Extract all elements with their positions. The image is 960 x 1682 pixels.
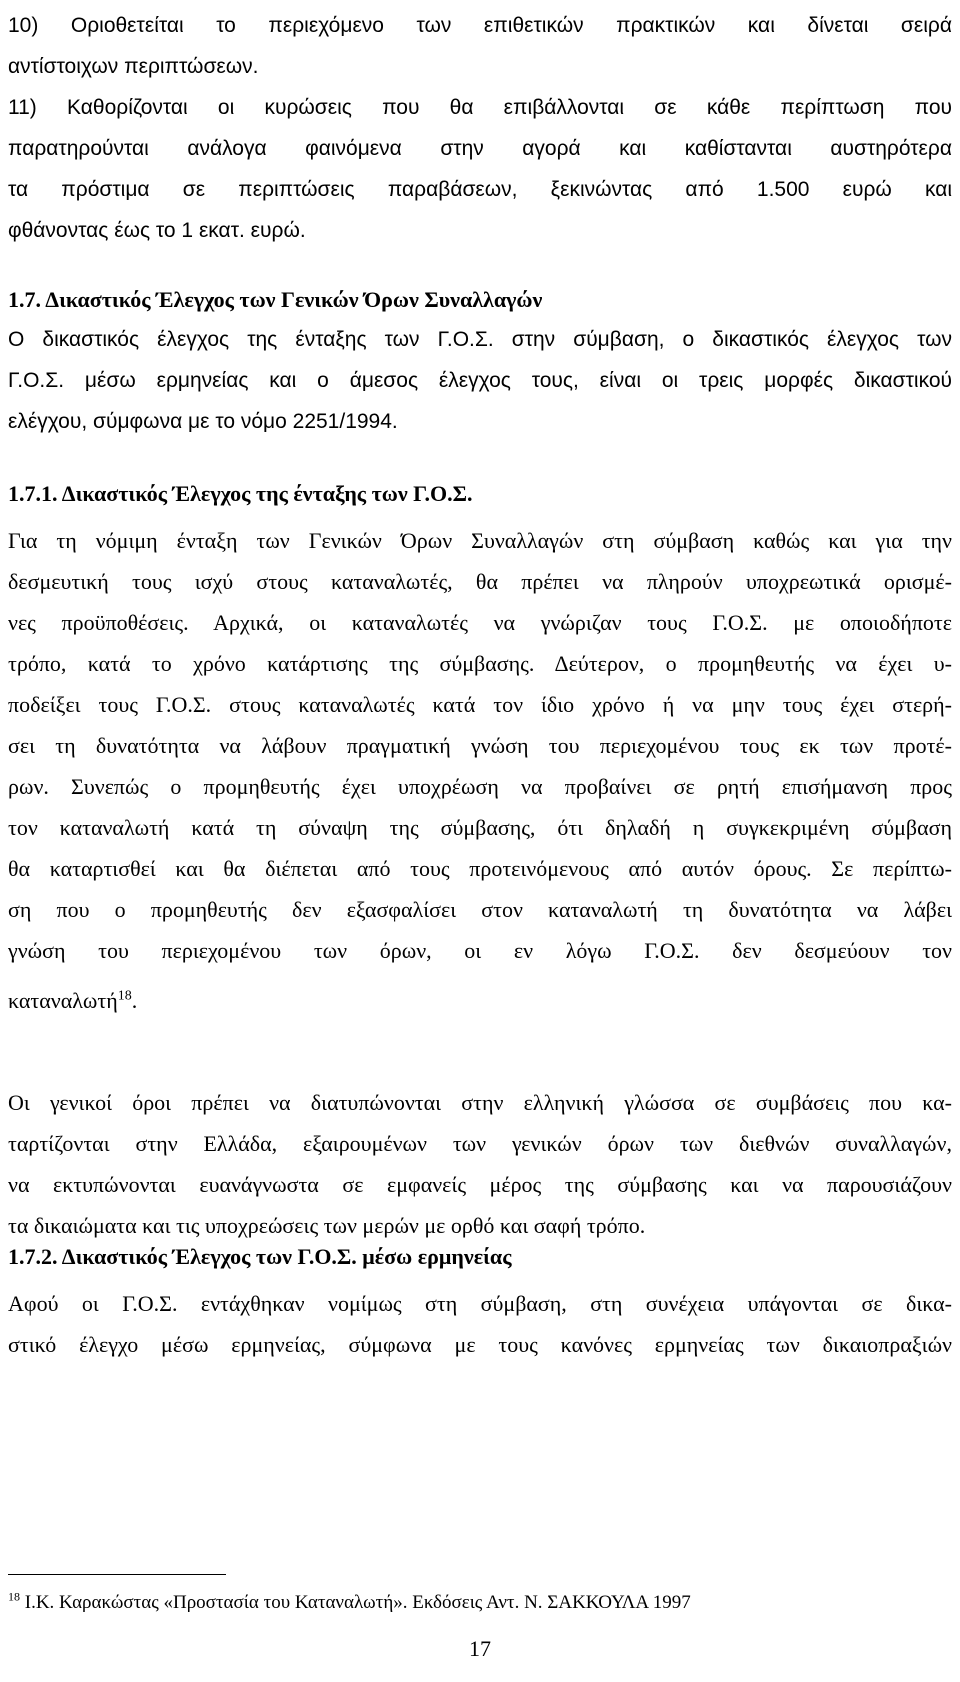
paragraph-1-7-2 xyxy=(8,1283,952,1365)
paragraph-line: Αφού οι Γ.Ο.Σ. εντάχθηκαν νομίμως στη σύμβαση, στη συνέχεια υπάγονται σε δικα- xyxy=(8,1291,952,1316)
footnote-text: Ι.Κ. Καρακώστας «Προστασία του Καταναλωτή». Εκδόσεις Αντ. Ν. ΣΑΚΚΟΥΛΑ 1997 xyxy=(20,1592,691,1613)
footnote-number: 18 xyxy=(8,1589,20,1604)
paragraph-line: τον καταναλωτή κατά τη σύναψη της σύμβασης, ότι δηλαδή η συγκεκριμένη σύμβαση xyxy=(8,815,952,840)
paragraph-line: δεσμευτική τους ισχύ στους καταναλωτές, θα πρέπει να πληρούν υποχρεωτικά ορισμέ- xyxy=(8,569,952,594)
page-number: 17 xyxy=(469,1636,491,1661)
paragraph-line: θα καταρτισθεί και θα διέπεται από τους προτεινόμενους από αυτόν όρους. Σε περίπτω- xyxy=(8,856,952,881)
footnote-reference: 18 xyxy=(117,988,132,1004)
paragraph-line: ποδείξει τους Γ.Ο.Σ. στους καταναλωτές κατά τον ίδιο χρόνο ή να μην τους έχει στερή- xyxy=(8,692,952,717)
list-items-10-11 xyxy=(8,5,952,251)
footnote xyxy=(8,1588,952,1618)
item-11-line: παρατηρούνται ανάλογα φαινόμενα στην αγορά και καθίστανται αυστηρότερα xyxy=(8,137,952,160)
paragraph-line: στικό έλεγχο μέσω ερμηνείας, σύμφωνα με τους κανόνες ερμηνείας των δικαιοπραξιών xyxy=(8,1332,952,1357)
paragraph-1-7-1-a xyxy=(8,520,952,1024)
paragraph-line: Ο δικαστικός έλεγχος της ένταξης των Γ.Ο.Σ. στην σύμβαση, ο δικαστικός έλεγχος των xyxy=(8,328,952,351)
paragraph-text: καταναλωτή xyxy=(8,988,118,1013)
paragraph-line: γνώση του περιεχομένου των όρων, οι εν λόγω Γ.Ο.Σ. δεν δεσμεύουν τον xyxy=(8,938,952,963)
footnote-divider xyxy=(8,1574,226,1575)
item-11-line: φθάνοντας έως το 1 εκατ. ευρώ. xyxy=(8,219,306,242)
paragraph-line: Για τη νόμιμη ένταξη των Γενικών Όρων Συναλλαγών στη σύμβαση καθώς και για την xyxy=(8,528,952,553)
paragraph-line: τα δικαιώματα και τις υποχρεώσεις των μερών με ορθό και σαφή τρόπο. xyxy=(8,1213,646,1238)
item-10-line: 10) Οριοθετείται το περιεχόμενο των επιθετικών πρακτικών και δίνεται σειρά xyxy=(8,14,952,37)
paragraph-1-7 xyxy=(8,319,952,442)
heading-1-7-2: 1.7.2. Δικαστικός Έλεγχος των Γ.Ο.Σ. μέσω ερμηνείας xyxy=(8,1244,512,1269)
paragraph-line: ελέγχου, σύμφωνα με το νόμο 2251/1994. xyxy=(8,410,398,433)
paragraph-line: τρόπο, κατά το χρόνο κατάρτισης της σύμβασης. Δεύτερον, ο προμηθευτής να έχει υ- xyxy=(8,651,952,676)
paragraph-line: ση που ο προμηθευτής δεν εξασφαλίσει στον καταναλωτή τη δυνατότητα να λάβει xyxy=(8,897,952,922)
paragraph-text: . xyxy=(131,988,138,1013)
paragraph-line: σει τη δυνατότητα να λάβουν πραγματική γνώση του περιεχομένου τους εκ των προτέ- xyxy=(8,733,952,758)
paragraph-line: ταρτίζονται στην Ελλάδα, εξαιρουμένων των γενικών όρων των διεθνών συναλλαγών, xyxy=(8,1131,952,1156)
paragraph-line: ρων. Συνεπώς ο προμηθευτής έχει υποχρέωση να προβαίνει σε ρητή επισήμανση προς xyxy=(8,774,952,799)
paragraph-line: Οι γενικοί όροι πρέπει να διατυπώνονται στην ελληνική γλώσσα σε συμβάσεις που κα- xyxy=(8,1090,952,1115)
paragraph-line: νες προϋποθέσεις. Αρχικά, οι καταναλωτές να γνώριζαν τους Γ.Ο.Σ. με οποιοδήποτε xyxy=(8,610,952,635)
paragraph-line: Γ.Ο.Σ. μέσω ερμηνείας και ο άμεσος έλεγχος τους, είναι οι τρεις μορφές δικαστικού xyxy=(8,369,952,392)
paragraph-line xyxy=(8,971,952,1024)
item-10-line: αντίστοιχων περιπτώσεων. xyxy=(8,55,259,78)
item-11-line: τα πρόστιμα σε περιπτώσεις παραβάσεων, ξεκινώντας από 1.500 ευρώ και xyxy=(8,178,952,201)
paragraph-line: να εκτυπώνονται ευανάγνωστα σε εμφανείς μέρος της σύμβασης και να παρουσιάζουν xyxy=(8,1172,952,1197)
heading-1-7-1: 1.7.1. Δικαστικός Έλεγχος της ένταξης των Γ.Ο.Σ. xyxy=(8,481,473,506)
heading-1-7: 1.7. Δικαστικός Έλεγχος των Γενικών Όρων Συναλλαγών xyxy=(8,287,543,312)
item-11-line: 11) Καθορίζονται οι κυρώσεις που θα επιβάλλονται σε κάθε περίπτωση που xyxy=(8,96,952,119)
paragraph-1-7-1-b xyxy=(8,1082,952,1246)
